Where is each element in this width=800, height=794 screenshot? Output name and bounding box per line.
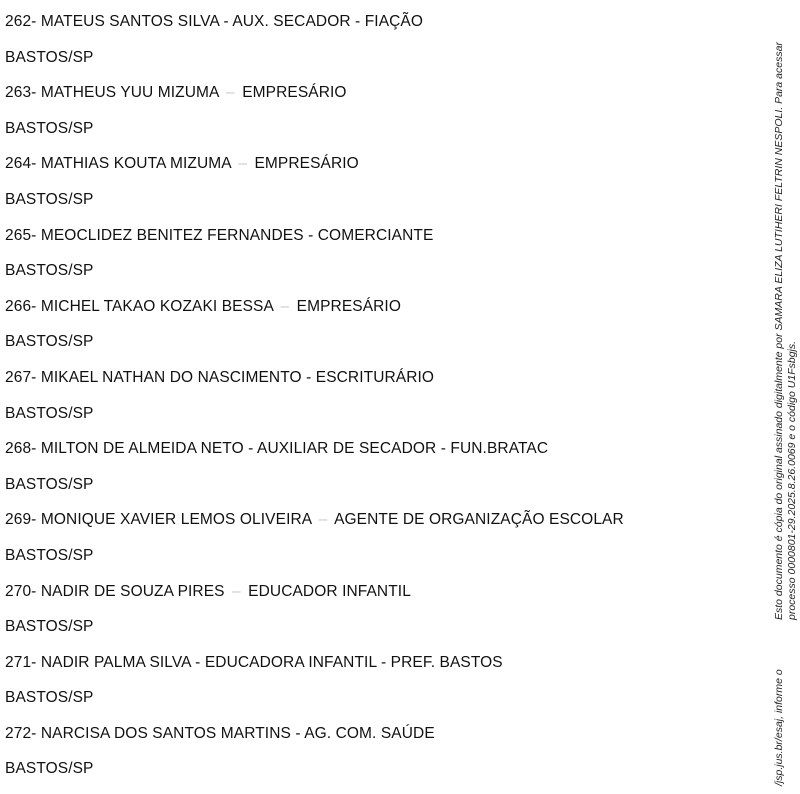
entry-separator: – <box>232 582 241 600</box>
entry-name: MICHEL TAKAO KOZAKI BESSA <box>40 297 274 315</box>
entry-number: 264- <box>5 155 37 173</box>
entry-occupation: EMPRESÁRIO <box>296 297 401 315</box>
entry-number: 263- <box>5 84 37 102</box>
entry-line <box>5 11 745 47</box>
entry-city: BASTOS/SP <box>5 689 94 707</box>
entry-name: NARCISA DOS SANTOS MARTINS <box>40 724 291 742</box>
entry-city: BASTOS/SP <box>5 618 94 636</box>
entry-separator: - <box>248 440 254 458</box>
signature-stamp-line-1-bottom: /jsp.jus.br/esaj, informe o <box>773 669 785 786</box>
entry-separator: – <box>318 511 328 529</box>
entry-name: MATHEUS YUU MIZUMA <box>40 84 219 102</box>
entry-number: 262- <box>5 13 37 30</box>
entry-city: BASTOS/SP <box>5 333 94 351</box>
entry-separator: - <box>195 653 201 671</box>
entry-line <box>5 225 745 261</box>
entry-separator: - <box>308 226 314 244</box>
entry-city: BASTOS/SP <box>5 262 94 280</box>
entry-name: MATEUS SANTOS SILVA <box>40 13 220 30</box>
entry-occupation: AUXILIAR DE SECADOR - FUN.BRATAC <box>257 440 549 458</box>
entry-number: 265- <box>5 226 37 244</box>
entry-name: MONIQUE XAVIER LEMOS OLIVEIRA <box>40 511 312 529</box>
entry-name: MATHIAS KOUTA MIZUMA <box>40 155 231 173</box>
entry-city: BASTOS/SP <box>5 119 94 137</box>
entry-occupation: AUX. SECADOR - FIAÇÃO <box>232 13 424 30</box>
entry-occupation: ESCRITURÁRIO <box>315 368 435 386</box>
entry-name: MILTON DE ALMEIDA NETO <box>40 440 244 458</box>
entry-occupation: AG. COM. SAÚDE <box>304 724 435 742</box>
entry-city: BASTOS/SP <box>5 48 94 66</box>
entry-occupation: EDUCADORA INFANTIL - PREF. BASTOS <box>204 653 503 671</box>
entry-separator: – <box>226 84 235 102</box>
entry-name: NADIR DE SOUZA PIRES <box>40 582 225 600</box>
entry-name: MEOCLIDEZ BENITEZ FERNANDES <box>40 226 304 244</box>
entry-line <box>5 509 745 545</box>
entry-separator: - <box>223 13 229 30</box>
entry-number: 270- <box>5 582 37 600</box>
entry-separator: – <box>238 155 248 173</box>
entry-city: BASTOS/SP <box>5 404 94 422</box>
entry-occupation: AGENTE DE ORGANIZAÇÃO ESCOLAR <box>334 511 624 529</box>
entry-separator: - <box>306 368 312 386</box>
entry-city: BASTOS/SP <box>5 475 94 493</box>
name-list <box>5 11 745 794</box>
entry-city: BASTOS/SP <box>5 546 94 564</box>
entry-separator: - <box>295 724 301 742</box>
entry-number: 268- <box>5 440 37 458</box>
entry-number: 269- <box>5 511 37 529</box>
entry-separator: – <box>280 297 290 315</box>
entry-name: NADIR PALMA SILVA <box>40 653 191 671</box>
entry-line <box>5 438 745 474</box>
entry-line <box>5 153 745 189</box>
entry-number: 267- <box>5 368 37 386</box>
entry-number: 272- <box>5 724 37 742</box>
entry-number: 271- <box>5 653 37 671</box>
entry-line <box>5 367 745 403</box>
signature-stamp-line-1: Esto documento é cópia do original assinado digitalmente por SAMARA ELIZA LUTIHERI FELTRIN NESPOLI. Para acessar <box>773 42 785 620</box>
entry-line <box>5 581 745 617</box>
signature-stamp-line-2: processo 0000801-29.2025.8.26.0069 e o código U1Fsbgjs. <box>786 340 798 620</box>
entry-line <box>5 82 745 118</box>
entry-number: 266- <box>5 297 37 315</box>
entry-line <box>5 723 745 759</box>
entry-occupation: EMPRESÁRIO <box>242 84 347 102</box>
entry-line <box>5 296 745 332</box>
entry-occupation: EMPRESÁRIO <box>254 155 359 173</box>
entry-city: BASTOS/SP <box>5 760 94 778</box>
entry-city: BASTOS/SP <box>5 190 94 208</box>
entry-occupation: EDUCADOR INFANTIL <box>248 582 411 600</box>
entry-occupation: COMERCIANTE <box>317 226 434 244</box>
entry-name: MIKAEL NATHAN DO NASCIMENTO <box>40 368 302 386</box>
entry-line <box>5 652 745 688</box>
